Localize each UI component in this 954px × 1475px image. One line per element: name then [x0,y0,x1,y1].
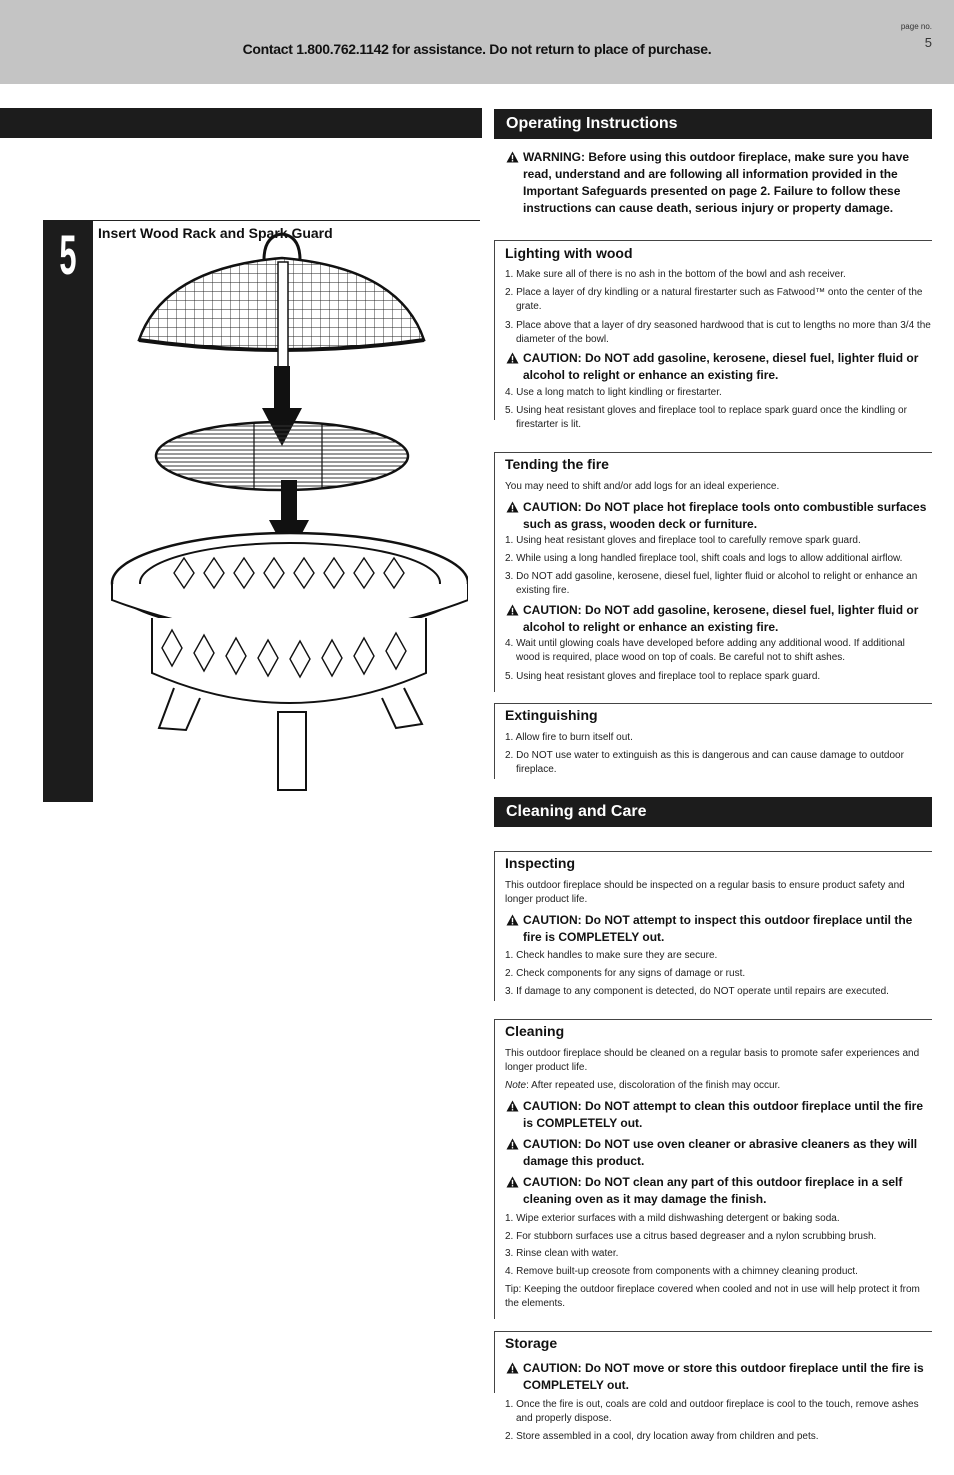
lighting-step-4: 4. Use a long match to light kindling or firestarter. [505,387,722,398]
warning-icon [506,604,519,616]
tending-step-1: 1. Using heat resistant gloves and fireplace tool to carefully remove spark guard. [505,535,861,546]
page-number-label: page no. [900,22,932,31]
spark-guard-dome [139,234,424,370]
warning-icon [506,914,519,926]
fireplace-assembly-illustration [104,228,468,794]
cleaning-caution-2 [505,1136,931,1170]
left-section-bar [0,108,482,138]
inspecting-caution [505,912,931,946]
cleaning-and-care-title: Cleaning and Care [494,797,932,827]
section-divider [494,703,932,704]
inspecting-heading: Inspecting [505,855,576,871]
storage-step-1: 1. Once the fire is out, coals are cold and outdoor fireplace is cool to the touch, remove ashes and properly dispose. [505,1399,919,1424]
cleaning-caution-1 [505,1098,931,1132]
cleaning-step-1: 1. Wipe exterior surfaces with a mild dishwashing detergent or baking soda. [505,1213,840,1224]
lighting-step-3: 3. Place above that a layer of dry seasoned hardwood that is cut to lengths no more than 3/4 the diameter of the bowl. [505,320,931,345]
fire-bowl [112,533,468,790]
storage-heading: Storage [505,1335,558,1351]
operating-instructions-title: Operating Instructions [494,109,932,139]
caution-text: CAUTION: Do NOT use oven cleaner or abrasive cleaners as they will damage this product. [523,1137,918,1168]
tending-caution-1 [505,499,931,533]
inspecting-step-3: 3. If damage to any component is detected, do NOT operate until repairs are executed. [505,986,889,997]
section-divider [494,1331,932,1332]
cleaning-heading: Cleaning [505,1023,565,1039]
caution-text: CAUTION: Do NOT move or store this outdoor fireplace until the fire is COMPLETELY out. [523,1361,924,1392]
step-number-panel [43,220,93,802]
extinguishing-heading: Extinguishing [505,707,598,723]
section-divider [494,452,932,453]
caution-text: CAUTION: Do NOT add gasoline, kerosene, diesel fuel, lighter fluid or alcohol to relight or enhance an existing fire. [523,351,919,382]
warning-icon [506,151,519,163]
page-number: 5 [924,35,932,50]
note-text: : After repeated use, discoloration of the finish may occur. [526,1080,781,1091]
warning-icon [506,352,519,364]
tending-step-2: 2. While using a long handled fireplace tool, shift coals and logs to allow additional airflow. [505,553,903,564]
caution-text: CAUTION: Do NOT place hot fireplace tools onto combustible surfaces such as grass, wooden deck or furniture. [523,500,927,531]
storage-step-2: 2. Store assembled in a cool, dry location away from children and pets. [505,1431,819,1442]
tending-caution-2 [505,602,931,636]
lighting-step-1: 1. Make sure all of there is no ash in the bottom of the bowl and ash receiver. [505,269,846,280]
section-left-rule [494,1019,495,1319]
section-left-rule [494,240,495,420]
tending-step-5: 5. Using heat resistant gloves and fireplace tool to replace spark guard. [505,671,821,682]
tending-heading: Tending the fire [505,456,609,472]
warning-icon [506,1176,519,1188]
section-left-rule [494,452,495,692]
lighting-step-2: 2. Place a layer of dry kindling or a natural firestarter such as Fatwood™ onto the center of the grate. [505,287,923,312]
warning-text: WARNING: Before using this outdoor fireplace, make sure you have read, understand and are following all information provided in the Important Safeguards presented on page 2. Failure to follow these instructions can cause death, serious injury or property damage. [523,150,910,215]
section-divider [494,851,932,852]
section-divider [494,240,932,241]
step-number: 5 [59,223,77,286]
note-label: Note [505,1080,527,1091]
lighting-heading: Lighting with wood [505,245,633,261]
cleaning-note [505,1079,931,1093]
step-title: Insert Wood Rack and Spark Guard [98,225,333,241]
tending-step-4: 4. Wait until glowing coals have developed before adding any additional wood. If additional wood is required, place wood on top of coals. Be careful not to shift ashes. [505,638,905,663]
cleaning-caution-3 [505,1174,931,1208]
cleaning-step-4: 4. Remove built-up creosote from components with a chimney cleaning product. [505,1266,858,1277]
caution-text: CAUTION: Do NOT attempt to inspect this outdoor fireplace until the fire is COMPLETELY out. [523,913,913,944]
lighting-caution [505,350,931,384]
section-left-rule [494,1331,495,1393]
section-divider [494,1019,932,1020]
cleaning-step-3: 3. Rinse clean with water. [505,1248,619,1259]
warning-block [505,149,931,217]
page-header [0,0,954,84]
cleaning-step-2: 2. For stubborn surfaces use a citrus based degreaser and a nylon scrubbing brush. [505,1231,877,1242]
tending-step-3: 3. Do NOT add gasoline, kerosene, diesel fuel, lighter fluid or alcohol to relight or enhance an existing fire. [505,571,918,596]
cleaning-tip: Tip: Keeping the outdoor fireplace covered when cooled and not in use will help protect it from the elements. [505,1284,920,1309]
inspecting-step-1: 1. Check handles to make sure they are secure. [505,950,718,961]
lighting-step-5: 5. Using heat resistant gloves and fireplace tool to replace spark guard once the kindling or firestarter is lit. [505,405,907,430]
extinguishing-step-1: 1. Allow fire to burn itself out. [505,732,633,743]
caution-text: CAUTION: Do NOT attempt to clean this outdoor fireplace until the fire is COMPLETELY out. [523,1099,924,1130]
caution-text: CAUTION: Do NOT add gasoline, kerosene, diesel fuel, lighter fluid or alcohol to relight or enhance an existing fire. [523,603,919,634]
section-left-rule [494,851,495,1001]
caution-text: CAUTION: Do NOT clean any part of this outdoor fireplace in a self cleaning oven as it may damage the finish. [523,1175,903,1206]
tending-intro: You may need to shift and/or add logs for an ideal experience. [505,481,780,492]
section-left-rule [494,703,495,779]
inspecting-intro: This outdoor fireplace should be inspected on a regular basis to ensure product safety and longer product life. [505,880,905,905]
wood-rack-grate [156,422,408,490]
cleaning-intro: This outdoor fireplace should be cleaned on a regular basis to promote safer experiences and longer product life. [505,1048,920,1073]
warning-icon [506,501,519,513]
step-divider [43,220,480,221]
warning-icon [506,1362,519,1374]
warning-icon [506,1100,519,1112]
warning-icon [506,1138,519,1150]
inspecting-step-2: 2. Check components for any signs of damage or rust. [505,968,746,979]
contact-line: Contact 1.800.762.1142 for assistance. Do not return to place of purchase. [242,41,712,57]
extinguishing-step-2: 2. Do NOT use water to extinguish as this is dangerous and can cause damage to outdoor fireplace. [505,750,904,775]
storage-caution [505,1360,931,1394]
